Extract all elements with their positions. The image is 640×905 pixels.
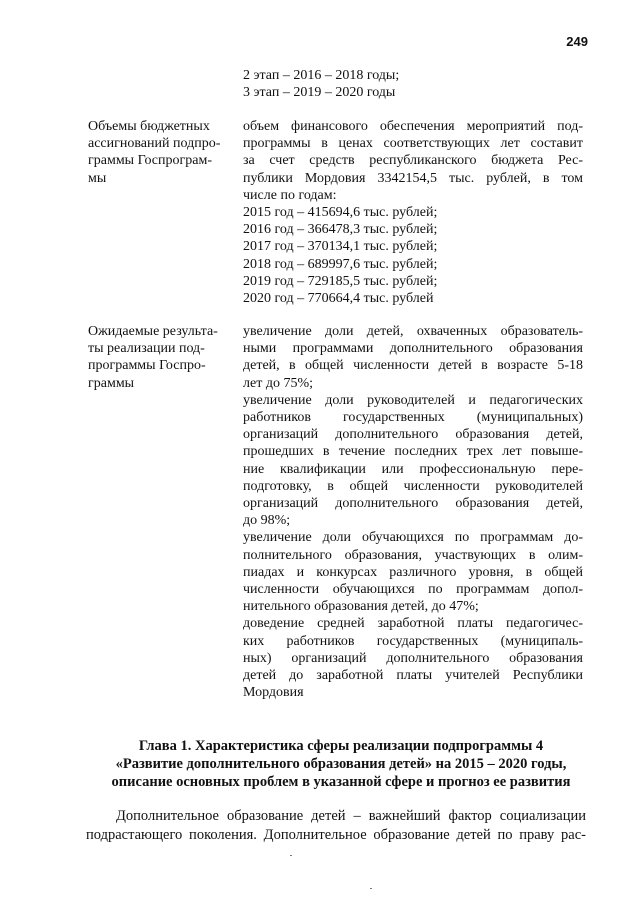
results-text-line: детей до заработной платы учителей Республики xyxy=(243,668,583,684)
results-text-line: ными программами дополнительного образования xyxy=(243,341,583,357)
paragraph-line: Дополнительное образование детей – важнейший фактор социализации xyxy=(116,808,586,824)
chapter-heading-line: описание основных проблем в указанной сфере и прогноз ее развития xyxy=(111,774,571,790)
results-text xyxy=(243,323,583,701)
results-text-line: доведение средней заработной платы педагогичес- xyxy=(243,616,583,632)
results-label-line: программы Госпро- xyxy=(88,358,206,374)
budget-text-line: публики Мордовия 3342154,5 тыс. рублей, в том xyxy=(243,170,583,186)
results-text-line: организаций дополнительного образования детей, xyxy=(243,496,583,512)
budget-year-line: 2019 год – 729185,5 тыс. рублей; xyxy=(243,273,438,289)
budget-label xyxy=(88,118,238,187)
results-text-line: полнительного образования, участвующих в олим- xyxy=(243,547,583,563)
results-label-line: ты реализации под- xyxy=(88,341,205,357)
budget-label-line: ассигнований подпро- xyxy=(88,136,221,152)
chapter-heading-line: «Развитие дополнительного образования детей» на 2015 – 2020 годы, xyxy=(115,756,567,772)
budget-label-line: мы xyxy=(88,170,107,186)
results-text-line: подготовку, в общей численности руководителей xyxy=(243,478,583,494)
chapter-heading-line: Глава 1. Характеристика сферы реализации подпрограммы 4 xyxy=(138,738,544,754)
results-text-line: нительного образования детей, до 47%; xyxy=(243,599,479,615)
results-text-line: лет до 75%; xyxy=(243,375,313,391)
page-number: 249 xyxy=(566,34,588,49)
body-paragraph xyxy=(86,807,586,845)
results-label xyxy=(88,323,238,392)
paragraph-line: подрастающего поколения. Дополнительное образование детей по праву рас- xyxy=(86,827,586,843)
budget-text-line: программы в ценах соответствующих лет составит xyxy=(243,136,583,152)
budget-year-line: 2020 год – 770664,4 тыс. рублей xyxy=(243,291,434,307)
budget-text-line: за счет средств республиканского бюджета Рес- xyxy=(243,153,583,169)
scan-speck xyxy=(370,888,372,889)
chapter-heading xyxy=(96,737,586,791)
results-text-line: прошедших в течение последних трех лет повыше- xyxy=(243,444,583,460)
budget-year-line: 2018 год – 689997,6 тыс. рублей; xyxy=(243,256,438,272)
budget-text-line: числе по годам: xyxy=(243,187,337,203)
stage-line: 2 этап – 2016 – 2018 годы; xyxy=(243,68,400,83)
budget-label-line: граммы Госпрограм- xyxy=(88,153,212,169)
results-text-line: увеличение доли детей, охваченных образователь- xyxy=(243,324,583,339)
budget-year-line: 2017 год – 370134,1 тыс. рублей; xyxy=(243,239,438,255)
budget-label-line: Объемы бюджетных xyxy=(88,119,210,134)
results-text-line: численности обучающихся по программам допол- xyxy=(243,582,583,598)
results-text-line: пиадах и конкурсах различного уровня, в общей xyxy=(243,564,583,580)
results-text-line: организаций дополнительного образования детей, xyxy=(243,427,583,443)
stage-line: 3 этап – 2019 – 2020 годы xyxy=(243,85,396,101)
budget-year-line: 2016 год – 366478,3 тыс. рублей; xyxy=(243,222,438,238)
results-text-line: детей, в общей численности детей в возрасте 5-18 xyxy=(243,358,583,374)
results-text-line: работников государственных (муниципальных) xyxy=(243,410,583,426)
budget-text-line: объем финансового обеспечения мероприятий под- xyxy=(243,119,583,134)
stages-list xyxy=(243,67,399,101)
results-text-line: Мордовия xyxy=(243,685,304,701)
budget-text xyxy=(243,118,583,307)
results-text-line: ние квалификации или профессиональную пере- xyxy=(243,461,583,477)
results-text-line: ных) организаций дополнительного образования xyxy=(243,650,583,666)
results-label-line: граммы xyxy=(88,375,135,391)
results-text-line: увеличение доли руководителей и педагогических xyxy=(243,392,583,408)
results-text-line: увеличение доли обучающихся по программам до- xyxy=(243,530,583,546)
results-text-line: ких работников государственных (муниципаль- xyxy=(243,633,583,649)
results-text-line: до 98%; xyxy=(243,513,291,529)
scan-speck xyxy=(290,855,292,856)
budget-year-line: 2015 год – 415694,6 тыс. рублей; xyxy=(243,205,438,221)
results-label-line: Ожидаемые результа- xyxy=(88,324,218,339)
